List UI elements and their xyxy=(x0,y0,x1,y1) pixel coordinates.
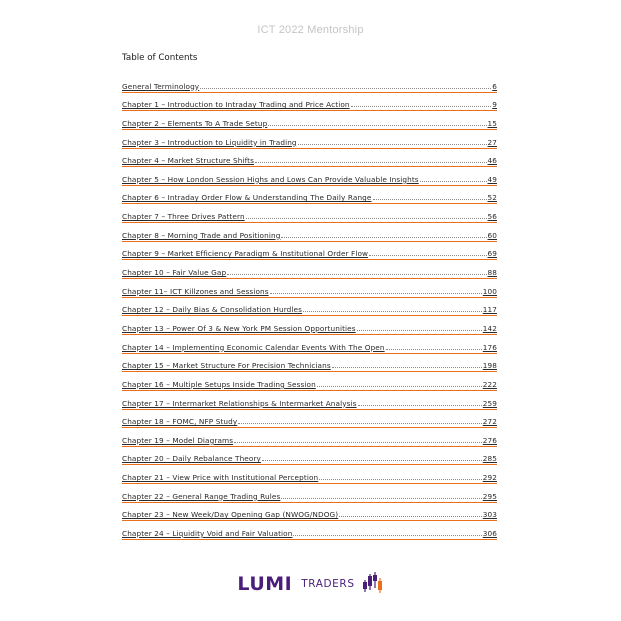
toc-entry-label[interactable]: Chapter 1 – Introduction to Intraday Trading and Price Action xyxy=(122,100,350,110)
toc-entry[interactable] xyxy=(122,316,497,335)
toc-dot-leader xyxy=(234,441,482,443)
logo-primary-text: LUMI xyxy=(237,573,293,595)
toc-dot-leader xyxy=(332,366,482,368)
toc-entry-page-number[interactable]: 6 xyxy=(492,81,497,91)
toc-dot-leader xyxy=(281,497,481,499)
toc-entry-label[interactable]: Chapter 5 – How London Session Highs and Lows Can Provide Valuable Insights xyxy=(122,174,419,184)
toc-entry-label[interactable]: Chapter 2 – Elements To A Trade Setup xyxy=(122,118,268,128)
toc-entry-page-number[interactable]: 295 xyxy=(482,491,497,501)
toc-dot-leader xyxy=(420,180,487,182)
toc-dot-leader xyxy=(270,292,482,294)
toc-dot-leader xyxy=(227,273,486,275)
toc-dot-leader xyxy=(358,404,482,406)
toc-dot-leader xyxy=(357,329,482,331)
toc-entry-label[interactable]: Chapter 6 – Intraday Order Flow & Understanding The Daily Range xyxy=(122,193,372,203)
toc-entry[interactable] xyxy=(122,279,497,298)
toc-dot-leader xyxy=(317,385,482,387)
toc-entry[interactable] xyxy=(122,186,497,205)
toc-dot-leader xyxy=(303,310,482,312)
toc-entry-page-number[interactable]: 88 xyxy=(487,268,497,278)
toc-entry-page-number[interactable]: 9 xyxy=(492,100,497,110)
toc-entry-label[interactable]: Chapter 21 – View Price with Institutional Perception xyxy=(122,473,319,483)
table-of-contents xyxy=(122,74,497,540)
toc-entry-page-number[interactable]: 292 xyxy=(482,473,497,483)
toc-entry-page-number[interactable]: 56 xyxy=(487,212,497,222)
toc-entry-label[interactable]: Chapter 19 – Model Diagrams xyxy=(122,435,234,445)
toc-entry-page-number[interactable]: 49 xyxy=(487,174,497,184)
toc-entry-page-number[interactable]: 27 xyxy=(487,137,497,147)
toc-entry-label[interactable]: Chapter 18 – FOMC, NFP Study xyxy=(122,417,238,427)
toc-entry[interactable] xyxy=(122,428,497,447)
toc-entry-page-number[interactable]: 15 xyxy=(487,118,497,128)
toc-entry-page-number[interactable]: 100 xyxy=(482,286,497,296)
toc-dot-leader xyxy=(386,348,482,350)
toc-dot-leader xyxy=(339,515,482,517)
toc-entry-label[interactable]: Chapter 24 – Liquidity Void and Fair Valuation xyxy=(122,529,293,539)
toc-entry-label[interactable]: Chapter 17 – Intermarket Relationships & Intermarket Analysis xyxy=(122,398,357,408)
toc-entry-page-number[interactable]: 52 xyxy=(487,193,497,203)
toc-entry[interactable] xyxy=(122,111,497,130)
toc-dot-leader xyxy=(369,254,486,256)
toc-entry[interactable] xyxy=(122,130,497,149)
toc-entry-page-number[interactable]: 285 xyxy=(482,454,497,464)
toc-dot-leader xyxy=(262,459,482,461)
toc-heading: Table of Contents xyxy=(122,53,198,63)
toc-dot-leader xyxy=(293,534,481,536)
toc-entry-page-number[interactable]: 46 xyxy=(487,156,497,166)
toc-entry-page-number[interactable]: 117 xyxy=(482,305,497,315)
toc-entry-label[interactable]: Chapter 11– ICT Killzones and Sessions xyxy=(122,286,269,296)
toc-entry[interactable] xyxy=(122,484,497,503)
toc-entry[interactable] xyxy=(122,391,497,410)
toc-entry[interactable] xyxy=(122,167,497,186)
toc-entry[interactable] xyxy=(122,447,497,466)
toc-entry-label[interactable]: Chapter 15 – Market Structure For Precision Technicians xyxy=(122,361,331,371)
toc-entry[interactable] xyxy=(122,503,497,522)
toc-entry-page-number[interactable]: 272 xyxy=(482,417,497,427)
toc-entry-label[interactable]: Chapter 12 – Daily Bias & Consolidation Hurdles xyxy=(122,305,303,315)
toc-entry-label[interactable]: Chapter 14 – Implementing Economic Calendar Events With The Open xyxy=(122,342,385,352)
toc-dot-leader xyxy=(255,161,487,163)
candlestick-chart-icon xyxy=(362,570,384,598)
footer-logo xyxy=(0,570,621,598)
toc-entry-label[interactable]: Chapter 3 – Introduction to Liquidity in Trading xyxy=(122,137,297,147)
toc-dot-leader xyxy=(200,87,491,89)
toc-entry[interactable] xyxy=(122,298,497,317)
toc-entry-label[interactable]: Chapter 9 – Market Efficiency Paradigm & Institutional Order Flow xyxy=(122,249,369,259)
toc-dot-leader xyxy=(319,478,482,480)
toc-entry-page-number[interactable]: 60 xyxy=(487,230,497,240)
toc-entry-page-number[interactable]: 69 xyxy=(487,249,497,259)
toc-dot-leader xyxy=(238,422,481,424)
toc-dot-leader xyxy=(268,124,486,126)
toc-entry[interactable] xyxy=(122,372,497,391)
toc-entry[interactable] xyxy=(122,204,497,223)
toc-entry[interactable] xyxy=(122,410,497,429)
toc-entry[interactable] xyxy=(122,465,497,484)
logo-secondary-text: TRADERS xyxy=(301,578,355,590)
toc-dot-leader xyxy=(246,217,487,219)
toc-entry-label[interactable]: Chapter 8 – Morning Trade and Positioning xyxy=(122,230,281,240)
toc-entry[interactable] xyxy=(122,242,497,261)
toc-entry-page-number[interactable]: 142 xyxy=(482,323,497,333)
toc-entry-page-number[interactable]: 303 xyxy=(482,510,497,520)
toc-entry[interactable] xyxy=(122,223,497,242)
toc-dot-leader xyxy=(281,236,486,238)
toc-entry-page-number[interactable]: 276 xyxy=(482,435,497,445)
toc-dot-leader xyxy=(298,143,487,145)
toc-entry[interactable] xyxy=(122,149,497,168)
toc-dot-leader xyxy=(351,105,492,107)
document-header-title: ICT 2022 Mentorship xyxy=(257,24,364,36)
toc-entry-label[interactable]: Chapter 23 – New Week/Day Opening Gap (NWOG/NDOG) xyxy=(122,510,339,520)
toc-entry[interactable] xyxy=(122,74,497,93)
toc-entry[interactable] xyxy=(122,335,497,354)
toc-entry[interactable] xyxy=(122,354,497,373)
toc-entry-label[interactable]: Chapter 10 – Fair Value Gap xyxy=(122,268,227,278)
toc-entry[interactable] xyxy=(122,260,497,279)
toc-entry-page-number[interactable]: 198 xyxy=(482,361,497,371)
toc-entry-page-number[interactable]: 306 xyxy=(482,529,497,539)
toc-entry-label[interactable]: Chapter 7 – Three Drives Pattern xyxy=(122,212,245,222)
toc-entry-label[interactable]: Chapter 16 – Multiple Setups Inside Trading Session xyxy=(122,379,316,389)
toc-entry-label[interactable]: Chapter 20 – Daily Rebalance Theory xyxy=(122,454,261,464)
toc-entry-label[interactable]: Chapter 13 – Power Of 3 & New York PM Session Opportunities xyxy=(122,323,356,333)
toc-dot-leader xyxy=(373,198,487,200)
toc-entry-page-number[interactable]: 259 xyxy=(482,398,497,408)
toc-entry-label[interactable]: Chapter 22 – General Range Trading Rules xyxy=(122,491,281,501)
toc-entry[interactable] xyxy=(122,93,497,112)
toc-entry[interactable] xyxy=(122,521,497,540)
toc-entry-page-number[interactable]: 222 xyxy=(482,379,497,389)
toc-entry-label[interactable]: Chapter 4 – Market Structure Shifts xyxy=(122,156,254,166)
toc-entry-label[interactable]: General Terminology xyxy=(122,81,200,91)
toc-entry-page-number[interactable]: 176 xyxy=(482,342,497,352)
